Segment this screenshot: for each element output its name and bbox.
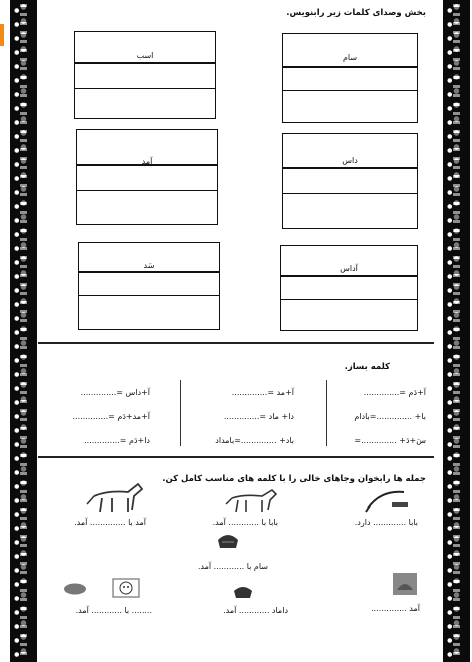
section3-instruction: جمله ها رابخوان وجاهای خالی را با کلمه های مناسب کامل کن. — [162, 474, 426, 484]
face-icon — [112, 578, 140, 598]
word-box-6 — [78, 242, 220, 330]
pot-icon — [392, 572, 418, 596]
section1-instruction: بخش وصدای کلمات زیر رابنویس. — [286, 8, 426, 18]
word-box-6-label: سَد — [143, 261, 155, 270]
section-divider-1 — [38, 342, 434, 344]
worksheet-page — [38, 0, 434, 662]
word-box-1 — [282, 33, 418, 123]
section-divider-2 — [38, 456, 434, 458]
decorative-border-left — [10, 0, 37, 662]
stone-icon — [62, 582, 88, 596]
horse-icon — [222, 486, 284, 516]
sickle-icon — [364, 486, 412, 514]
exercise-item-1: آ+دَم =.............. — [363, 388, 426, 397]
word-box-5 — [280, 245, 418, 331]
exercise-item-6: آ+مد+دَم =.............. — [72, 412, 150, 421]
exercise-item-2: آ+مد =.............. — [231, 388, 294, 397]
horse-icon — [84, 480, 148, 516]
column-divider-1 — [180, 380, 181, 446]
column-divider-2 — [326, 380, 327, 446]
exercise-item-5: دا+ ماد =.............. — [223, 412, 294, 421]
sentence-1-2: بابا با ............ آمد. — [212, 518, 278, 527]
sentence-2: سام با ............ آمد. — [197, 562, 268, 571]
exercise-item-3: آ+داس =.............. — [80, 388, 150, 397]
word-box-4 — [76, 129, 218, 225]
decorative-border-right — [443, 0, 470, 662]
word-box-2 — [74, 31, 216, 119]
window-edge-accent — [0, 24, 4, 46]
sentence-3-2: داماد ............ آمد. — [223, 606, 288, 615]
sentence-3-3: ........ با ............ آمد. — [75, 606, 152, 615]
sentence-1-3: آمد با .............. آمد. — [74, 518, 146, 527]
exercise-item-7: سَ+دَ+ ..............= — [354, 436, 426, 445]
word-box-3 — [282, 133, 418, 229]
basket-icon — [232, 584, 254, 600]
section2-title: کلمه بساز. — [344, 362, 390, 372]
sentence-3-1: آمد .............. — [371, 604, 420, 613]
sentence-1-1: بابا ............. دارد. — [354, 518, 418, 527]
basket-icon — [216, 532, 240, 550]
exercise-item-4: با+ ..............=بادام — [354, 412, 426, 421]
exercise-item-8: باد+ ..............=بامداد — [215, 436, 294, 445]
word-box-2-label: اسب — [136, 51, 154, 60]
word-box-4-label: آمد — [141, 157, 153, 166]
word-box-5-label: آداس — [340, 264, 358, 273]
word-box-1-label: سام — [342, 53, 358, 62]
exercise-item-9: دا+دَم =.............. — [84, 436, 150, 445]
word-box-3-label: داس — [342, 156, 358, 165]
